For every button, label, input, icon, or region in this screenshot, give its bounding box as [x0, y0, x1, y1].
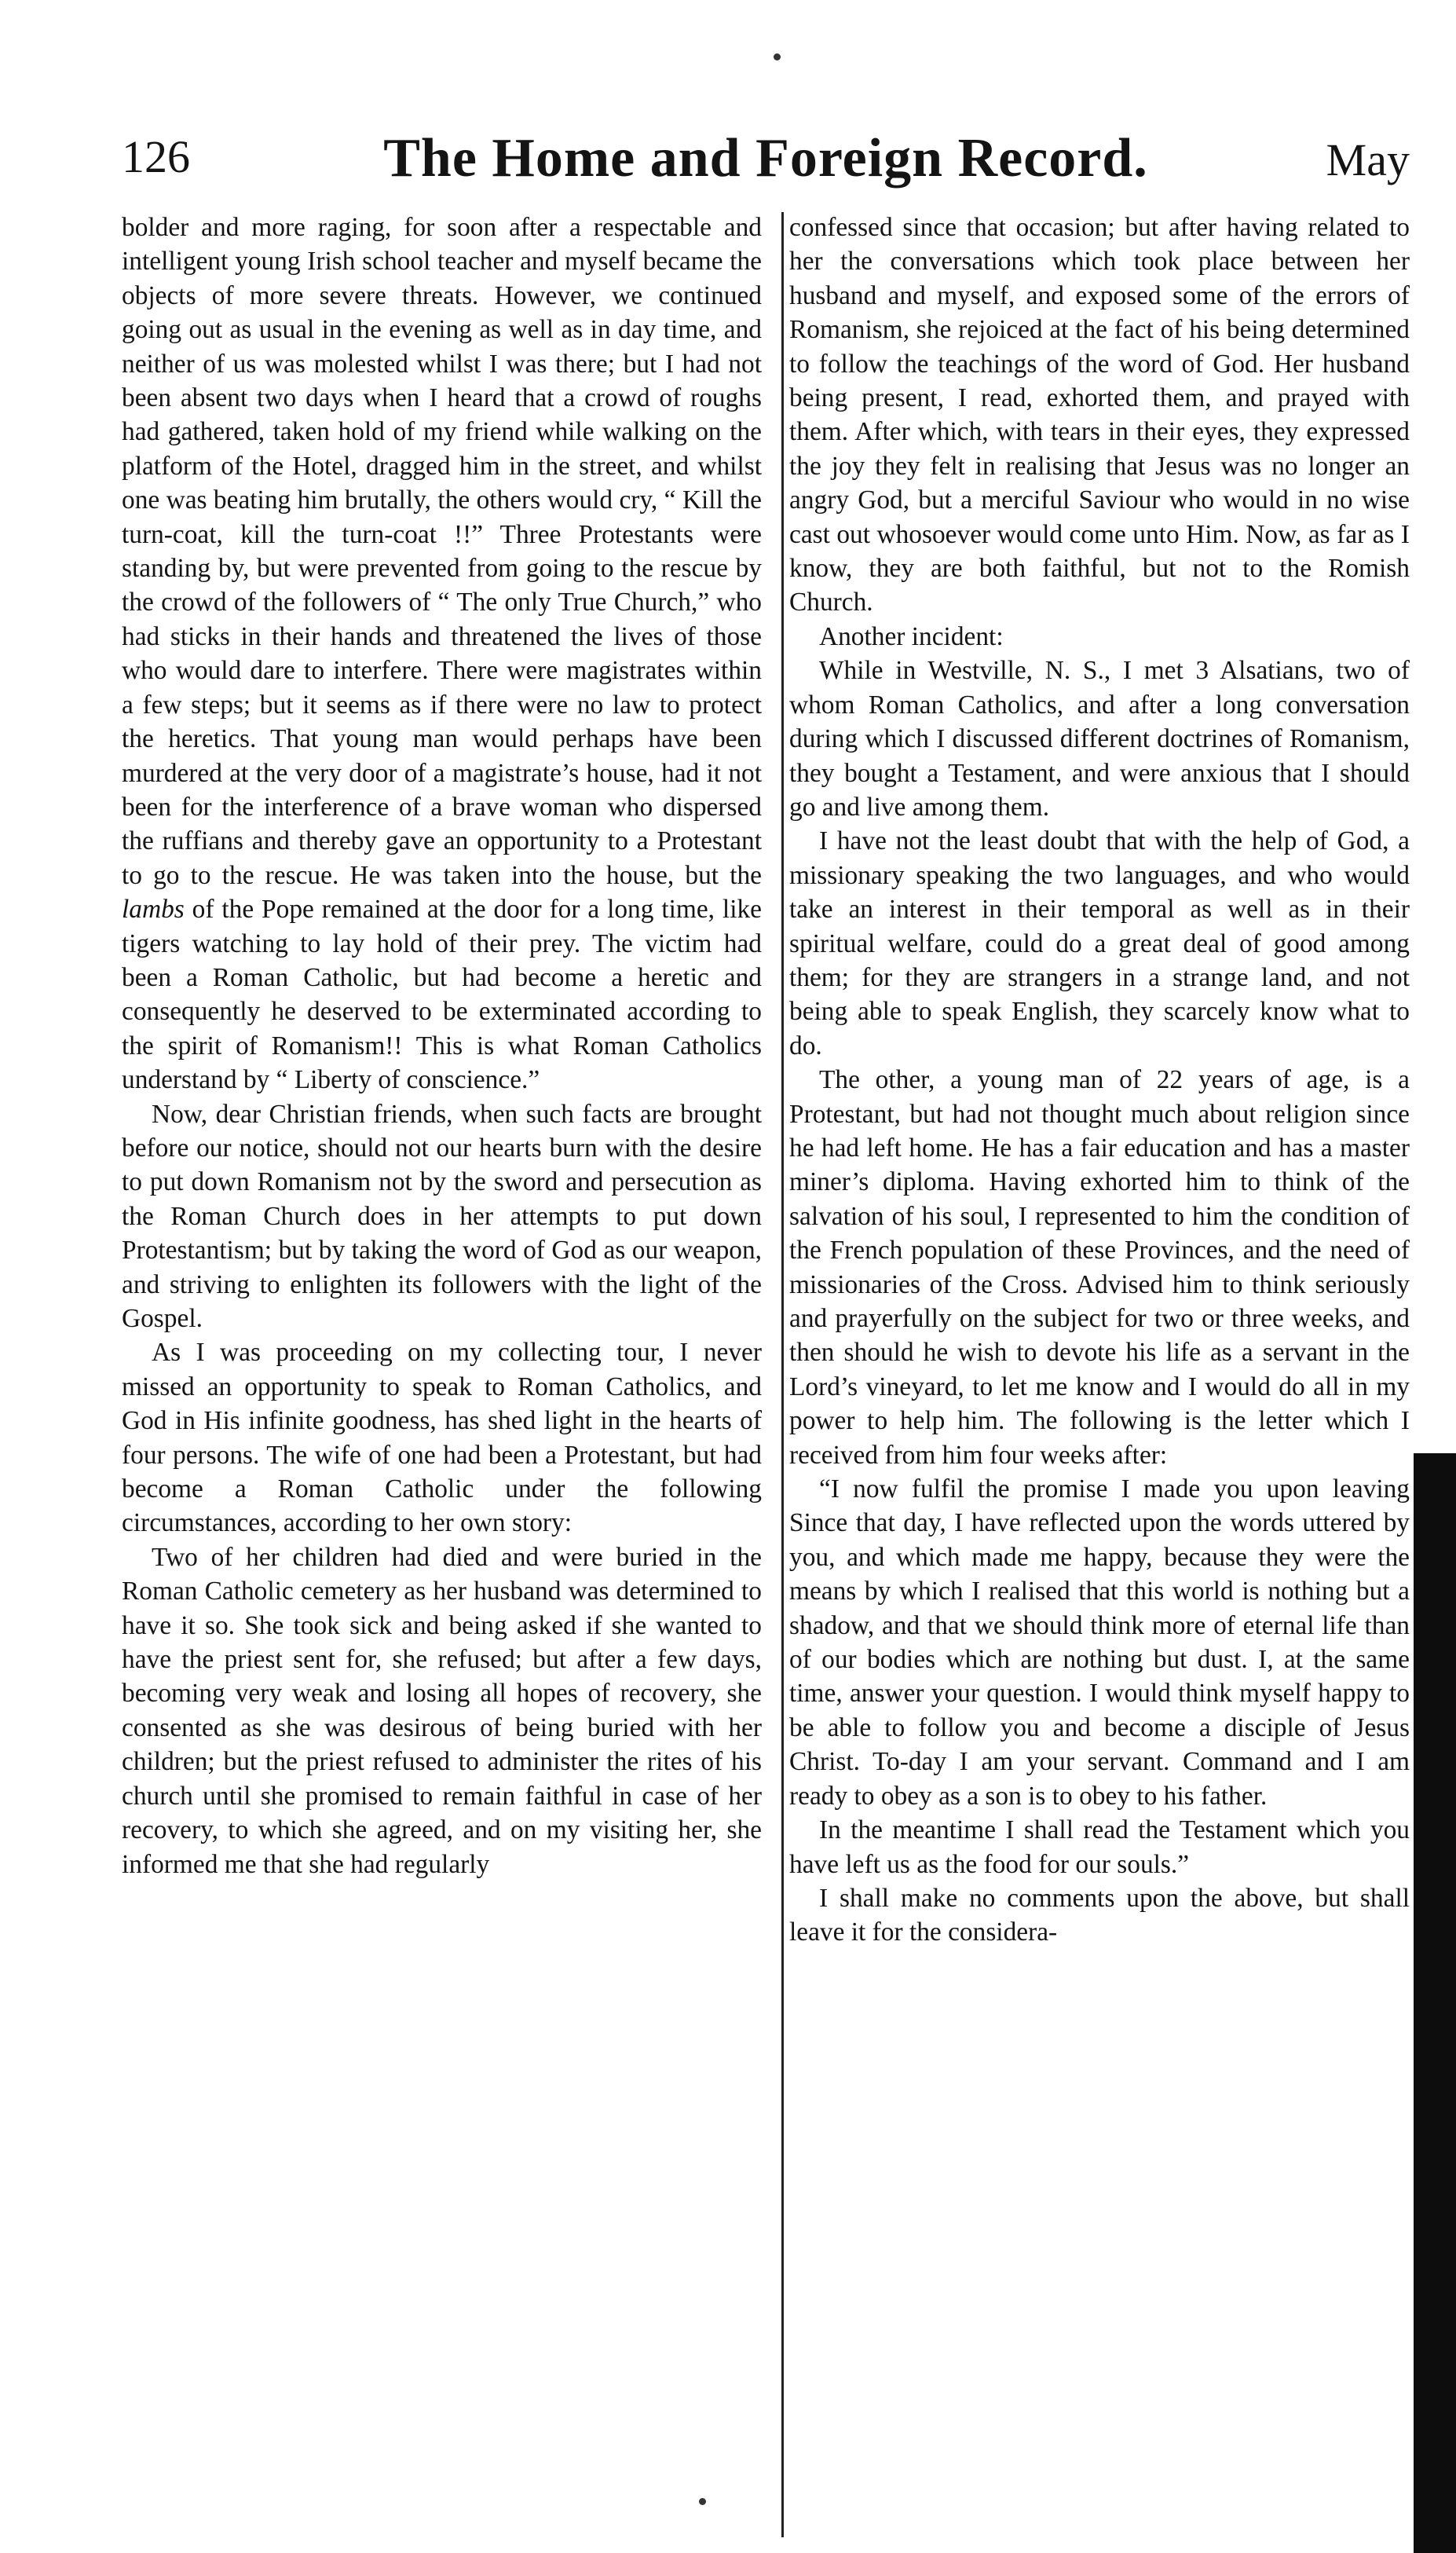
paragraph: confessed since that occasion; but after having related to her the conversations which took place between her husband and myself, and exposed some of the errors of Romanism, she rejoiced at the fact of his being determined to follow the teachings of the word of God. Her husband being present, I read, exhorted them, and prayed with them. After which, with tears in their eyes, they expressed the joy they felt in realising that Jesus was no longer an angry God, but a merciful Saviour who would in no wise cast out whosoever would come unto Him. Now, as far as I know, they are both faithful, but not to the Romish Church. — [789, 213, 1410, 617]
paragraph: Two of her children had died and were buried in the Roman Catholic cemetery as her husband was determined to have it so. She took sick and being asked if she wanted to have the priest sent for, she refused; but after a few days, becoming very weak and losing all hopes of recovery, she consented as she was desirous of being buried with her children; but the priest refused to administer the rites of his church until she promised to remain faithful in case of her recovery, to which she agreed, and on my visiting her, she informed me that she had regularly — [122, 1542, 762, 1879]
paragraph: I shall make no comments upon the above, but shall leave it for the considera- — [789, 1883, 1410, 1947]
page-number: 126 — [122, 131, 190, 182]
paragraph: Now, dear Christian friends, when such facts are brought before our notice, should not our hearts burn with the desire to put down Romanism not by the sword and persecution as the Roman Church does in her attempts to put down Protestantism; but by taking the word of God as our weapon, and striving to enlighten its followers with the light of the Gospel. — [122, 1099, 762, 1333]
emphasis: lambs — [122, 895, 185, 925]
print-speck — [699, 2498, 706, 2505]
right-column — [789, 211, 1410, 2536]
print-speck — [774, 53, 781, 60]
paragraph: In the meantime I shall read the Testament which you have left us as the food for our souls.” — [789, 1815, 1410, 1879]
left-column — [122, 211, 762, 2536]
running-header — [122, 116, 1410, 195]
paragraph: I have not the least doubt that with the help of God, a missionary speaking the two languages, and who would take an interest in their temporal as well as in their spiritual welfare, could do a great deal of good among them; for they are strangers in a strange land, and not being able to speak English, they scarcely know what to do. — [789, 826, 1410, 1060]
paragraph: The other, a young man of 22 years of age, is a Protestant, but had not thought much about religion since he had left home. He has a fair education and has a master miner’s diploma. Having exhorted him to think of the salvation of his soul, I represented to him the condition of the French population of these Provinces, and the need of missionaries of the Cross. Advised him to think seriously and prayerfully on the subject for two or three weeks, and then should he wish to devote his life as a servant in the Lord’s vineyard, to let me know and I would do all in my power to help him. The following is the letter which I received from him four weeks after: — [789, 1065, 1410, 1470]
paragraph: As I was proceeding on my collecting tour, I never missed an opportunity to speak to Roman Catholics, and God in His infinite goodness, has shed light in the hearts of four persons. The wife of one had been a Protestant, but had become a Roman Catholic under the following circumstances, according to her own story: — [122, 1338, 762, 1538]
scan-edge-shadow — [1414, 1453, 1456, 2553]
paragraph: “I now fulfil the promise I made you upon leaving Since that day, I have reflected upon the words uttered by you, and which made me happy, because they were the means by which I realised that this world is nothing but a shadow, and that we should think more of eternal life than of our bodies which are nothing but dust. I, at the same time, answer your question. I would think myself happy to be able to follow you and become a disciple of Jesus Christ. To-day I am your servant. Command and I am ready to obey as a son is to obey to his father. — [789, 1474, 1410, 1811]
column-divider — [781, 212, 784, 2537]
journal-title: The Home and Foreign Record. — [383, 128, 1148, 189]
paragraph: While in Westville, N. S., I met 3 Alsatians, two of whom Roman Catholics, and after a long conversation during which I discussed different doctrines of Romanism, they bought a Testament, and were anxious that I should go and live among them. — [789, 656, 1410, 822]
paragraph: bolder and more raging, for soon after a respectable and intelligent young Irish school teacher and myself became the objects of more severe threats. However, we continued going out as usual in the evening as well as in day time, and neither of us was molested whilst I was there; but I had not been absent two days when I heard that a crowd of roughs had gathered, taken hold of my friend while walking on the platform of the Hotel, dragged him in the street, and whilst one was beating him brutally, the others would cry, “ Kill the turn-coat, kill the turn-coat !!” Three Protestants were standing by, but were prevented from going to the rescue by the crowd of the followers of “ The only True Church,” who had sticks in their hands and threatened the lives of those who would dare to interfere. There were magistrates within a few steps; but it seems as if there were no law to protect the heretics. That young man would perhaps have been murdered at the very door of a magistrate’s house, had it not been for the interference of a brave woman who dispersed the ruffians and thereby gave an opportunity to a Protestant to go to the rescue. He was taken into the house, but the lambs of the Pope remained at the door for a long time, like tigers watching to lay hold of their prey. The victim had been a Roman Catholic, but had become a heretic and consequently he deserved to be exterminated according to the spirit of Romanism!! This is what Roman Catholics understand by “ Liberty of conscience.” — [122, 213, 762, 1095]
issue-month: May — [1326, 134, 1410, 185]
paragraph: Another incident: — [819, 621, 1004, 651]
